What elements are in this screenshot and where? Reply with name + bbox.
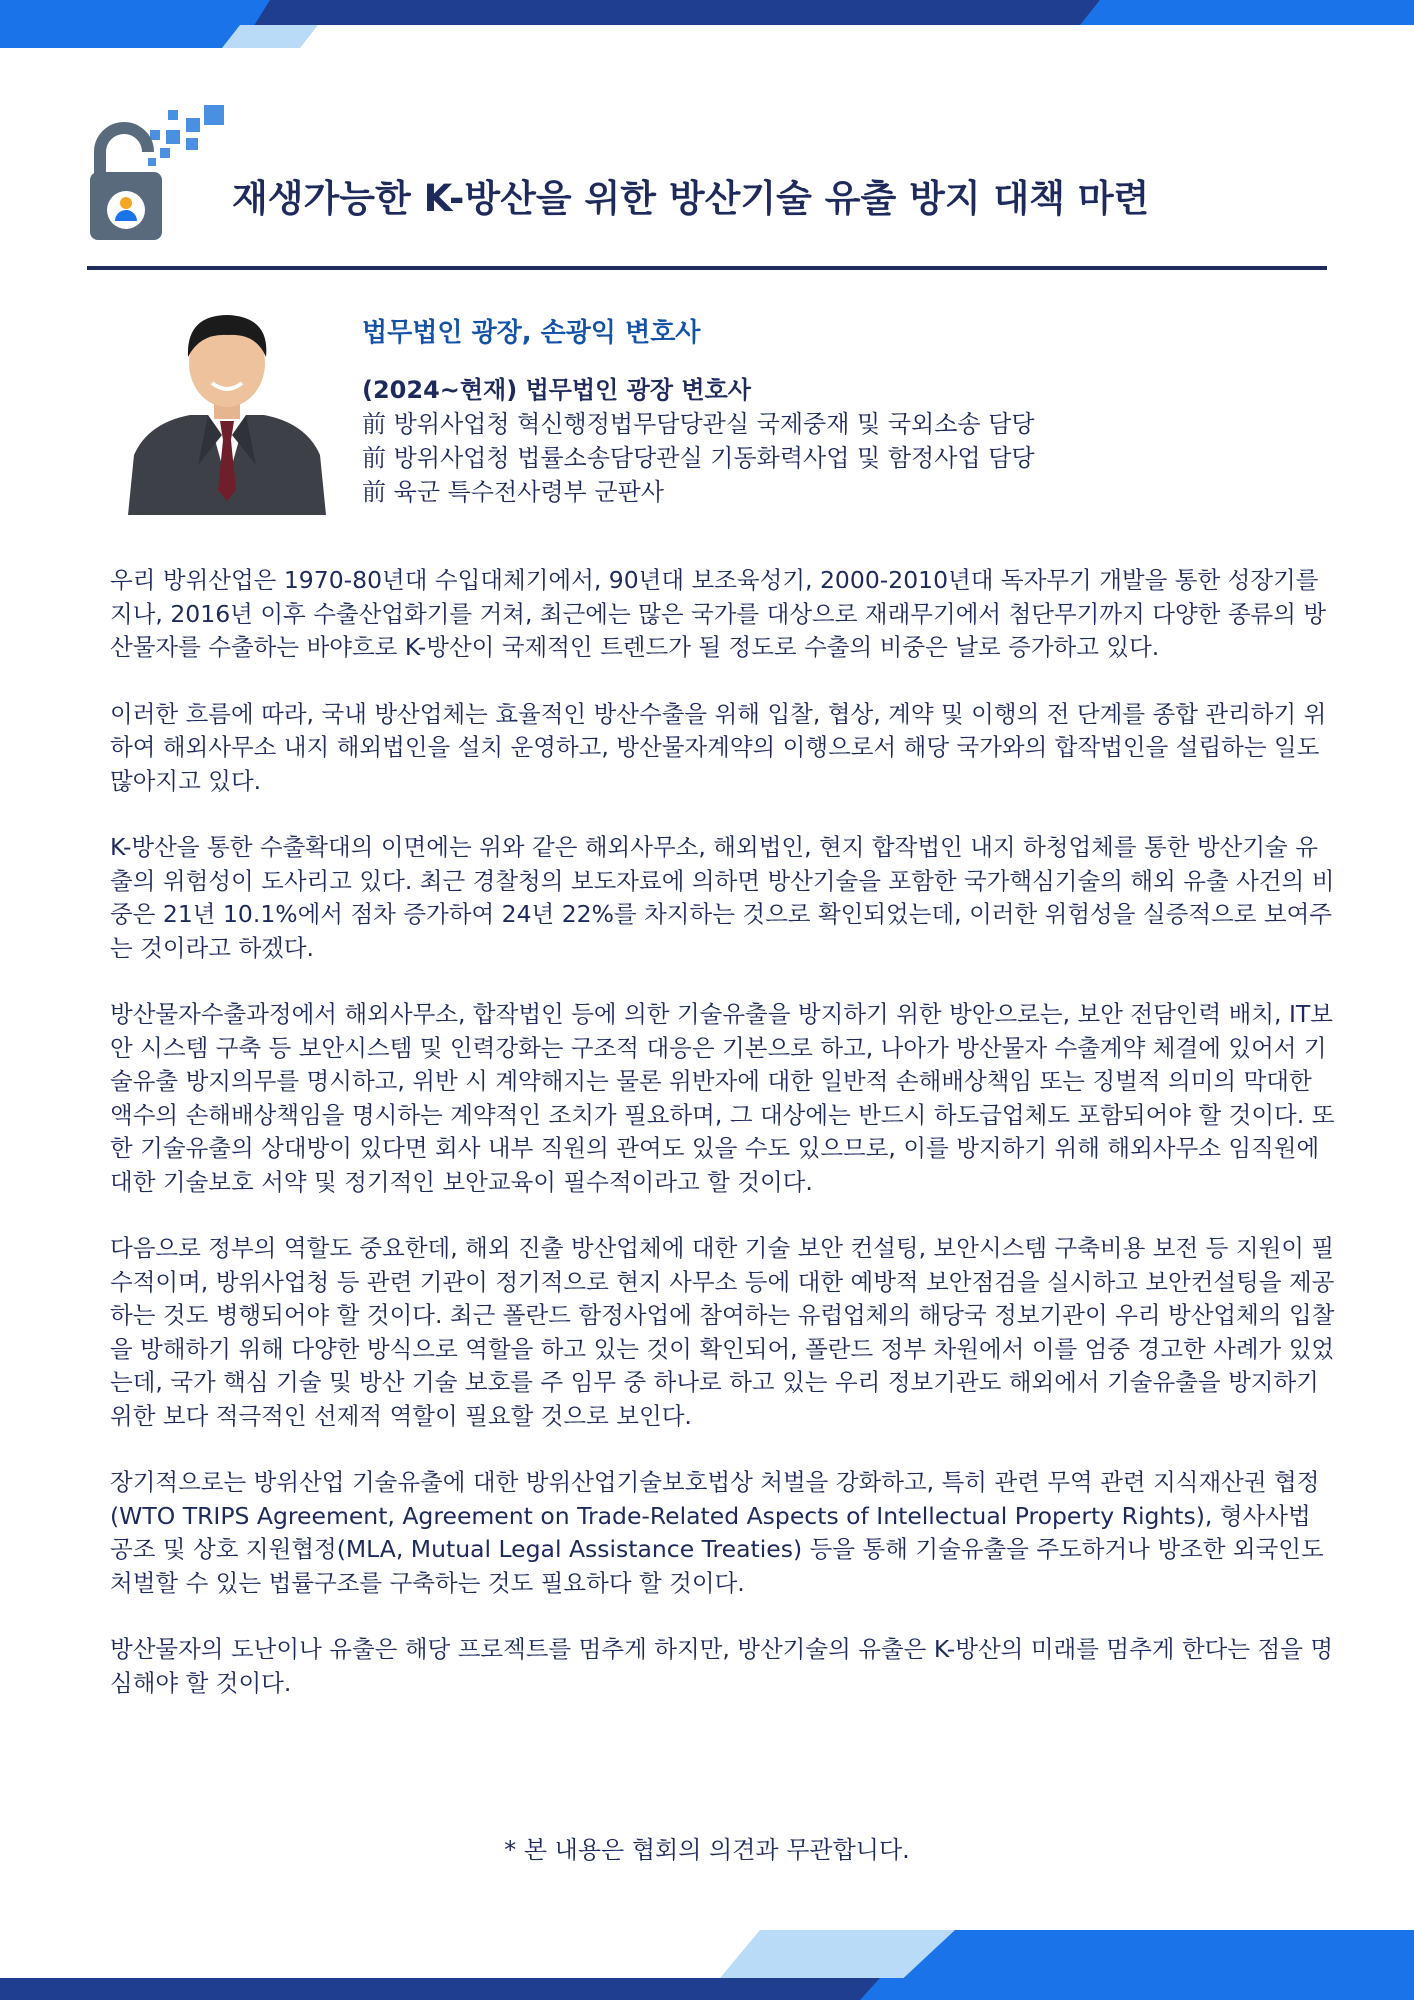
article-paragraph: K-방산을 통한 수출확대의 이면에는 위와 같은 해외사무소, 해외법인, 현지 합작법인 내지 하청업체를 통한 방산기술 유출의 위험성이 도사리고 있다. 최근 경찰청의 보도자료에 의하면 방산기술을 포함한 국가핵심기술의 해외 유출 사건의 비중은 21년 10.1%에서 점차 증가하여 24년 22%를 차지하는 것으로 확인되었는데, 이러한 위험성을 실증적으로 보여주는 것이라고 하겠다. — [110, 833, 1335, 962]
article-paragraph: 이러한 흐름에 따라, 국내 방산업체는 효율적인 방산수출을 위해 입찰, 협상, 계약 및 이행의 전 단계를 종합 관리하기 위하여 해외사무소 내지 해외법인을 설치 운영하고, 방산물자계약의 이행으로서 해당 국가와의 합작법인을 설립하는 일도 많아지고 있다. — [110, 699, 1327, 795]
bottom-decorative-band — [0, 1930, 1414, 2000]
author-current-role: (2024~현재) 법무법인 광장 변호사 — [362, 376, 751, 404]
top-decorative-band — [0, 0, 1414, 52]
article-paragraph: 우리 방위산업은 1970-80년대 수입대체기에서, 90년대 보조육성기, 2000-2010년대 독자무기 개발을 통한 성장기를 지나, 2016년 이후 수출산업화기를 거쳐, 최근에는 많은 국가를 대상으로 재래무기에서 첨단무기까지 다양한 종류의 방산물자를 수출하는 바야흐로 K-방산이 국제적인 트렌드가 될 정도로 수출의 비중은 날로 증가하고 있다. — [110, 566, 1327, 661]
page-title: 재생가능한 K-방산을 위한 방산기술 유출 방지 대책 마련 — [232, 177, 1150, 220]
author-name: 법무법인 광장, 손광익 변호사 — [362, 318, 701, 348]
article-body — [110, 564, 1335, 1733]
author-photo — [128, 305, 326, 515]
article-paragraph: 다음으로 정부의 역할도 중요한데, 해외 진출 방산업체에 대한 기술 보안 컨설팅, 보안시스템 구축비용 보전 등 지원이 필수적이며, 방위사업청 등 관련 기관이 정기적으로 현지 사무소 등에 대한 예방적 보안점검을 실시하고 보안컨설팅을 제공하는 것도 병행되어야 할 것이다. 최근 폴란드 함정사업에 참여하는 유럽업체의 해당국 정보기관이 우리 방산업체의 입찰을 방해하기 위해 다양한 방식으로 역할을 하고 있는 것이 확인되어, 폴란드 정부 차원에서 이를 엄중 경고한 사례가 있었는데, 국가 핵심 기술 및 방산 기술 보호를 주 임무 중 하나로 하고 있는 우리 정보기관도 해외에서 기술유출을 방지하기 위한 보다 적극적인 선제적 역할이 필요할 것으로 보인다. — [110, 1234, 1335, 1430]
author-history-item: 前 육군 특수전사령부 군판사 — [362, 478, 664, 506]
author-bio — [362, 312, 1362, 509]
article-paragraph: 방산물자수출과정에서 해외사무소, 합작법인 등에 의한 기술유출을 방지하기 위한 방안으로는, 보안 전담인력 배치, IT보안 시스템 구축 등 보안시스템 및 인력강화는 구조적 대응은 기본으로 하고, 나아가 방산물자 수출계약 체결에 있어서 기술유출 방지의무를 명시하고, 위반 시 계약해지는 물론 위반자에 대한 일반적 손해배상책임 또는 징벌적 의미의 막대한 액수의 손해배상책임을 명시하는 계약적인 조치가 필요하며, 그 대상에는 반드시 하도급업체도 포함되어야 할 것이다. 또한 기술유출의 상대방이 있다면 회사 내부 직원의 관여도 있을 수도 있으므로, 이를 방지하기 위해 해외사무소 임직원에 대한 기술보호 서약 및 정기적인 보안교육이 필수적이라고 할 것이다. — [110, 1000, 1335, 1196]
article-paragraph: 방산물자의 도난이나 유출은 해당 프로젝트를 멈추게 하지만, 방산기술의 유출은 K-방산의 미래를 멈추게 한다는 점을 명심해야 할 것이다. — [110, 1635, 1334, 1697]
article-paragraph: 장기적으로는 방위산업 기술유출에 대한 방위산업기술보호법상 처벌을 강화하고, 특히 관련 무역 관련 지식재산권 협정(WTO TRIPS Agreement, Agreement on Trade-Related Aspects of Intellectual Property Rights), 형사사법 공조 및 상호 지원협정(MLA, Mutual Legal Assistance Treaties) 등을 통해 기술유출을 주도하거나 방조한 외국인도 처벌할 수 있는 법률구조를 구축하는 것도 필요하다 할 것이다. — [110, 1468, 1324, 1597]
author-history-item: 前 방위사업청 혁신행정법무담당관실 국제중재 및 국외소송 담당 — [362, 410, 1035, 438]
open-padlock-person-icon — [88, 100, 238, 245]
disclaimer-note: * 본 내용은 협회의 의견과 무관합니다. — [504, 1836, 910, 1864]
title-divider — [87, 266, 1327, 270]
author-history-item: 前 방위사업청 법률소송담당관실 기동화력사업 및 함정사업 담당 — [362, 444, 1035, 472]
